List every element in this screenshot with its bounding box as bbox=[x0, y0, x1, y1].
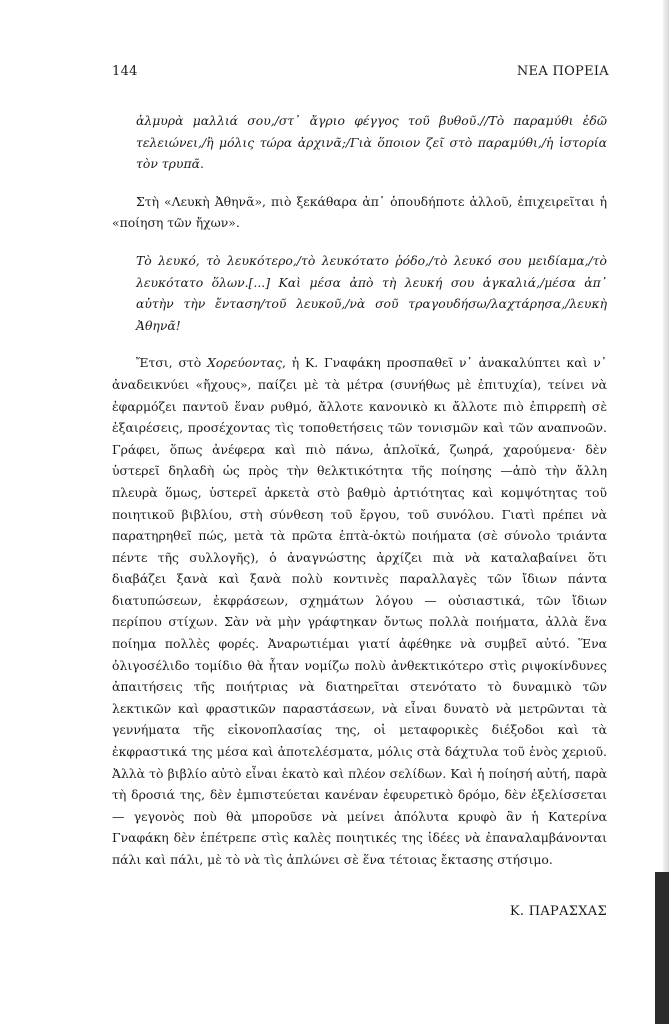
author-signature: Κ. ΠΑΡΑΣΧΑΣ bbox=[509, 904, 607, 919]
book-title: Χορεύοντας bbox=[207, 355, 282, 371]
paragraph-2 bbox=[112, 352, 607, 870]
paragraph-2-rest: , ἡ Κ. Γναφάκη προσπαθεῖ ν᾿ ἀνακαλύπτει καὶ ν᾿ ἀναδεικνύει «ἤχους», παίζει μὲ τὰ μέτρα (συνήθως μὲ ἐπιτυχία), τείνει νὰ ἐφαρμόζει παντοῦ ἕναν ρυθμό, ἄλλοτε κανονικὸ κι ἄλλοτε πιὸ ἐπιρρεπὴ σὲ ἐξαιρέσεις, προσέχοντας τὶς τοποθετήσεις τῶν τονισμῶν καὶ τῶν αναπνοῶν. Γράφει, ὅπως ἀνέφερα καὶ πιὸ πάνω, ἁπλοϊκά, ζωηρά, χαρούμενα· δὲν ὑστερεῖ δηλαδὴ ὡς πρὸς τὴν θελκτικότητα τῆς ποίησης —ἀπὸ τὴν ἄλλη πλευρὰ ὅμως, ὑστερεῖ ἀρκετὰ στὸ βαθμὸ ἀρτιότητας καὶ κομψότητας τοῦ ποιητικοῦ βιβλίου, στὴ σύνθεση τοῦ ἔργου, τοῦ συνόλου. Γιατὶ πρέπει νὰ παρατηρηθεῖ πώς, μετὰ τὰ πρῶτα ἑπτὰ-ὀκτὼ ποιήματα (σὲ σύνολο τριάντα πέντε τῆς συλλογῆς), ὁ ἀναγνώστης ἀρχίζει πιὰ νὰ καταλαβαίνει ὅτι διαβάζει ξανὰ καὶ ξανὰ πολὺ κοντινὲς παραλλαγὲς τῶν ἴδιων πάντα διατυπώσεων, ἐκφράσεων, σχημάτων λόγου — οὐσιαστικά, τῶν ἴδιων περίπου στίχων. Σὰν νὰ μὴν γράφτηκαν ὄντως πολλὰ ποιήματα, ἀλλὰ ἕνα ποίημα πολλὲς φορές. Ἀναρωτιέμαι γιατί ἀφέθηκε νὰ συμβεῖ αὐτό. Ἕνα ὀλιγοσέλιδο τομίδιο θὰ ἦταν νομίζω πολὺ ἀνθεκτικότερο στὶς ριψοκίνδυνες ἀπαιτήσεις τῆς ποιήτριας νὰ διατηρεῖται στενότατο τὸ δυναμικὸ τῶν λεκτικῶν καὶ φραστικῶν παραστάσεων, νὰ εἶναι δυνατὸ νὰ μετρῶνται τὰ γεννήματα τῆς εἰκονοπλασίας της, οἱ μεταφορικὲς διέξοδοι καὶ τὰ ἐκφραστικά της μέσα καὶ ἀποτελέσματα, μόλις στὰ δάχτυλα τοῦ ἑνὸς χεριοῦ. Ἀλλὰ τὸ βιβλίο αὐτὸ εἶναι ἑκατὸ καὶ πλέον σελίδων. Καὶ ἡ ποίησή αὐτή, παρὰ τὴ δροσιά της, δὲν ἐμπιστεύεται κανέναν ἐφευρετικὸ δρόμο, δὲν ἐξελίσσεται — γεγονὸς ποὺ θὰ μποροῦσε νὰ μείνει ἀπόλυτα κρυφὸ ἂν ἡ Κατερίνα Γναφάκη δὲν ἐπέτρεπε στὶς καλὲς ποιητικές της ἰδέες νὰ ἐπαναλαμβάνονται πάλι καὶ πάλι, μὲ τὸ νὰ τὶς ἁπλώνει σὲ ἕνα τέτοιας ἔκτασης στήσιμο. bbox=[112, 355, 607, 867]
article-body bbox=[112, 110, 607, 871]
poem-quote-2: Τὸ λευκό, τὸ λευκότερο,/τὸ λευκότατο ῥόδο,/τὸ λευκό σου μειδίαμα,/τὸ λευκότατο ὅλων.[...] Καὶ μέσα ἀπὸ τὴ λευκή σου ἀγκαλιά,/μέσα ἀπ᾿ αὐτὴν τὴν ἔνταση/τοῦ λευκοῦ,/νὰ σοῦ τραγουδήσω/λαχτάρησα,/λευκὴ Ἀθηνᾶ! bbox=[136, 252, 607, 333]
page-header bbox=[112, 64, 609, 79]
journal-title: ΝΕΑ ΠΟΡΕΙΑ bbox=[516, 64, 609, 79]
paragraph-1: Στὴ «Λευκὴ Ἀθηνᾶ», πιὸ ξεκάθαρα ἀπ᾿ ὁπουδήποτε ἀλλοῦ, ἐπιχειρεῖται ἡ «ποίηση τῶν ἤχων». bbox=[112, 193, 607, 231]
scan-edge bbox=[663, 0, 669, 1024]
poem-quote-1: ἁλμυρὰ μαλλιά σου,/στ᾿ ἄγριο φέγγος τοῦ βυθοῦ.//Τὸ παραμύθι ἐδῶ τελειώνει,/ἢ μόλις τώρα ἀρχινᾶ;/Γιὰ ὅποιον ζεῖ στὸ παραμύθι,/ἡ ἱστορία τὸν τρυπᾶ. bbox=[136, 113, 607, 172]
scan-binding-mark bbox=[655, 872, 669, 1024]
page-number: 144 bbox=[112, 64, 138, 79]
paragraph-2-start: Ἔτσι, στὸ bbox=[136, 355, 208, 371]
